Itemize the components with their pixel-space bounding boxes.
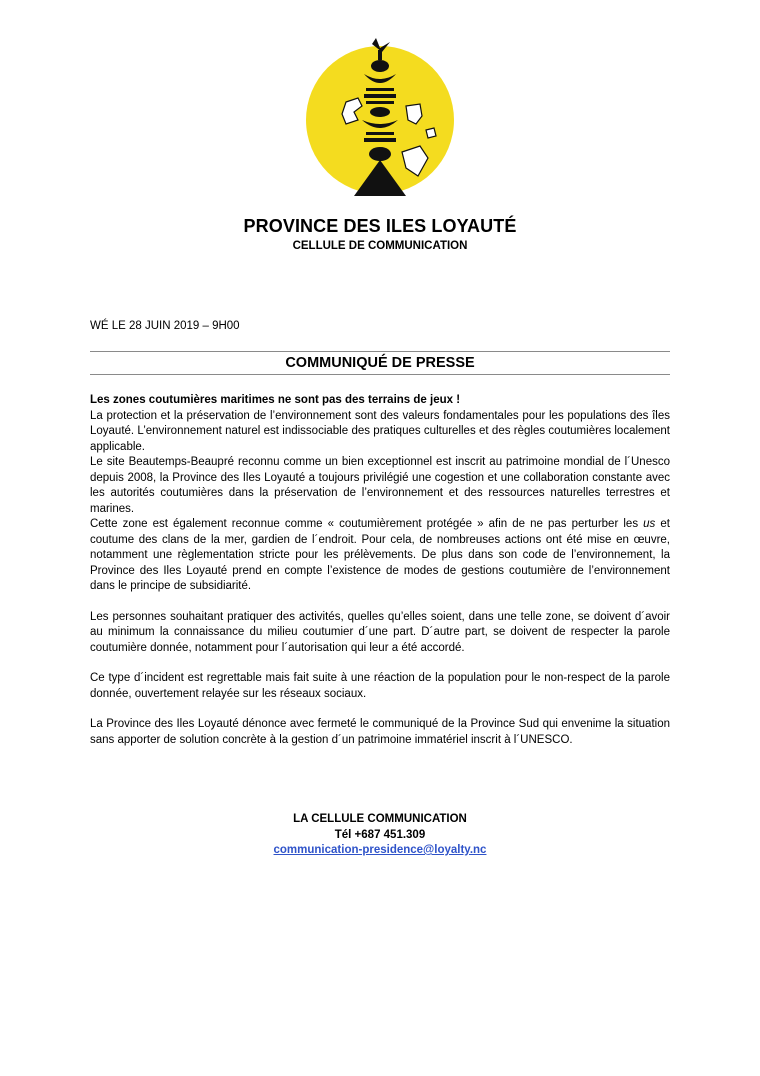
paragraph-unesco-site: Le site Beautemps-Beaupré reconnu comme un bien exceptionnel est inscrit au patrimoine mondial de l´Unesco depuis 2008, la Province des Iles Loyauté a toujours privilégié une cogestion et une collaboration constante avec les autorités coutumières dans la préservation de l’environnement et des ressources naturelles terrestres et marines. — [90, 456, 670, 515]
paragraph-protected-zone-part2: et coutume des clans de la mer, gardien de l´endroit. Pour cela, de nombreuses actions ont été mise en œuvre, notamment une règlementation stricte pour les prélèvements. De plus dans son code de l’environnement, la Province des Iles Loyauté prend en compte l’existence de modes de gestions coutumière de l’environnement dans le principe de subsidiarité. — [90, 518, 670, 592]
paragraph-protected-zone-italic: us — [643, 518, 656, 530]
paragraph-environment: La protection et la préservation de l’environnement sont des valeurs fondamentales pour les populations des îles Loyauté. L’environnement naturel est indissociable des pratiques culturelles et des règles coutumières localement applicable. — [90, 409, 670, 453]
signature-block — [0, 812, 760, 859]
province-emblem-logo — [302, 36, 458, 202]
document-title: COMMUNIQUÉ DE PRESSE — [285, 355, 475, 371]
signature-email-link[interactable]: communication-presidence@loyalty.nc — [273, 844, 487, 856]
divider-bottom — [90, 374, 670, 375]
paragraph-protected-zone — [90, 517, 670, 595]
paragraph-visitors: Les personnes souhaitant pratiquer des activités, quelles qu’elles soient, dans une telle zone, se doivent d´avoir au minimum la connaissance du milieu coutumier d´une part. D´autre part, se doivent de respecter la parole coutumière donnée, notamment pour l´autorisation qui leur a été accordé. — [90, 610, 670, 654]
paragraph-protected-zone-part1: Cette zone est également reconnue comme « coutumièrement protégée » afin de ne pas perturber les — [90, 518, 644, 530]
press-release-body — [90, 393, 670, 748]
organization-title: PROVINCE DES ILES LOYAUTÉ — [243, 216, 517, 236]
paragraph-incident: Ce type d´incident est regrettable mais fait suite à une réaction de la population pour le non-respect de la parole donnée, ouvertement relayée sur les réseaux sociaux. — [90, 672, 670, 700]
divider-top — [90, 351, 670, 352]
signature-phone: Tél +687 451.309 — [334, 828, 426, 841]
organization-subtitle: CELLULE DE COMMUNICATION — [292, 240, 468, 252]
lead-headline: Les zones coutumières maritimes ne sont pas des terrains de jeux ! — [90, 394, 461, 406]
paragraph-denunciation: La Province des Iles Loyauté dénonce avec fermeté le communiqué de la Province Sud qui envenime la situation sans apporter de solution concrète à la gestion d´un patrimoine immatériel inscrit à l´UNESCO. — [90, 718, 670, 746]
signature-name: LA CELLULE COMMUNICATION — [293, 813, 467, 825]
dateline: WÉ LE 28 JUIN 2019 – 9H00 — [90, 320, 240, 332]
